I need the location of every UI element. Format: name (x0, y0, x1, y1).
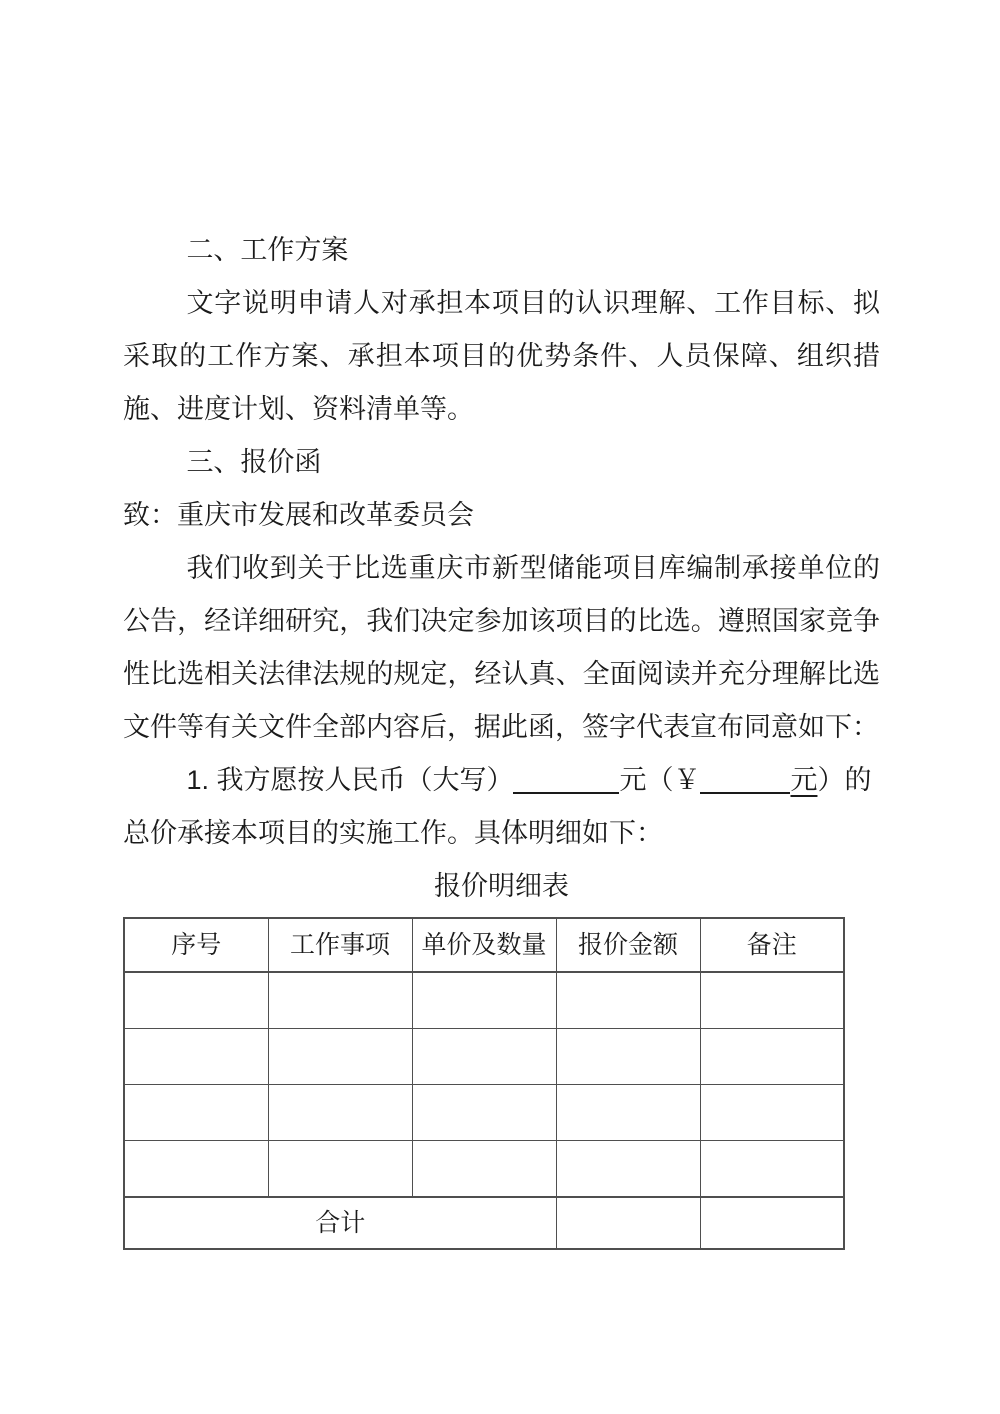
table-empty-cell (124, 972, 268, 1029)
amount-blank-numeric (700, 765, 790, 794)
quote-amount-suffix: ）的 (817, 765, 872, 795)
table-empty-cell (556, 1029, 700, 1085)
quote-table-title: 报价明细表 (434, 871, 569, 901)
table-row (124, 972, 844, 1029)
section-heading-work-plan: 二、工作方案 (186, 235, 349, 265)
amount-blank-numeric-unit: 元 (790, 765, 818, 795)
table-empty-cell (268, 1141, 412, 1198)
table-empty-cell (556, 1141, 700, 1198)
quote-amount-mid: 元（￥ (619, 765, 701, 795)
table-total-row (124, 1197, 844, 1249)
table-empty-cell (700, 1085, 844, 1141)
table-header-seq: 序号 (124, 918, 268, 972)
table-empty-cell (700, 972, 844, 1029)
table-empty-cell (124, 1141, 268, 1198)
table-empty-cell (124, 1085, 268, 1141)
table-empty-cell (700, 1141, 844, 1198)
table-total-amount-cell (556, 1197, 700, 1249)
table-row (124, 1029, 844, 1085)
table-header-remarks: 备注 (700, 918, 844, 972)
table-header-item: 工作事项 (268, 918, 412, 972)
section-heading-quotation-letter: 三、报价函 (186, 447, 322, 477)
table-row (124, 1085, 844, 1141)
paragraph-quotation-intro: 我们收到关于比选重庆市新型储能项目库编制承接单位的公告，经详细研究，我们决定参加该项目的比选。遵照国家竞争性比选相关法律法规的规定，经认真、全面阅读并充分理解比选文件等有关文件全部内容后，据此函，签字代表宣布同意如下： (123, 553, 880, 742)
table-empty-cell (268, 1085, 412, 1141)
table-empty-cell (412, 972, 556, 1029)
quote-amount-continuation: 总价承接本项目的实施工作。具体明细如下： (123, 818, 663, 848)
table-header-unit: 单价及数量 (412, 918, 556, 972)
amount-blank-capital (513, 765, 619, 794)
table-header-amount: 报价金额 (556, 918, 700, 972)
table-empty-cell (556, 972, 700, 1029)
table-empty-cell (556, 1085, 700, 1141)
table-empty-cell (412, 1085, 556, 1141)
paragraph-work-plan: 文字说明申请人对承担本项目的认识理解、工作目标、拟采取的工作方案、承担本项目的优势条件、人员保障、组织措施、进度计划、资料清单等。 (123, 288, 880, 424)
document-content (123, 224, 880, 1250)
table-empty-cell (412, 1029, 556, 1085)
table-total-remarks-cell (700, 1197, 844, 1249)
table-header-row (124, 918, 844, 972)
quote-amount-prefix: 1. 我方愿按人民币（大写） (186, 765, 514, 795)
quote-amount-line (123, 754, 880, 807)
table-empty-cell (412, 1141, 556, 1198)
table-empty-cell (268, 1029, 412, 1085)
salutation-line: 致：重庆市发展和改革委员会 (123, 500, 474, 530)
table-empty-cell (700, 1029, 844, 1085)
quote-detail-table (123, 917, 845, 1250)
table-row (124, 1141, 844, 1198)
table-empty-cell (124, 1029, 268, 1085)
table-total-label: 合计 (124, 1197, 556, 1249)
table-empty-cell (268, 972, 412, 1029)
